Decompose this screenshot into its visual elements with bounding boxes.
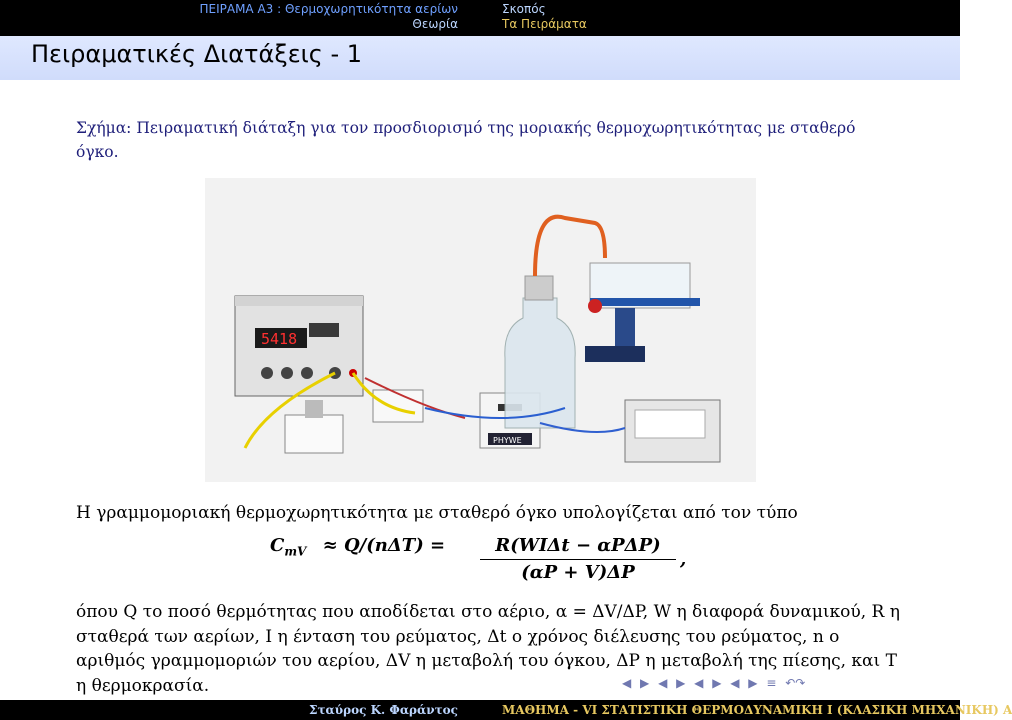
formula-lhs-sub: mV <box>284 544 307 559</box>
formula-fraction <box>480 535 676 583</box>
footer-author <box>0 700 480 720</box>
header-nav-right <box>480 0 960 36</box>
formula-mid: ≈ Q/(nΔT) = <box>322 535 446 556</box>
footer-bar <box>0 700 1012 720</box>
formula-numerator: R(WIΔt − αPΔP) <box>495 535 661 556</box>
device-brand-label: PHYWE <box>493 436 522 445</box>
nav-experiment-title[interactable]: ΠΕΙΡΑΜΑ Α3 : Θερμοχωρητικότητα αερίων <box>199 2 458 16</box>
formula-lhs: C <box>270 535 285 556</box>
footer-course <box>480 700 1012 720</box>
footer-course-text: ΜΑΘΗΜΑ - VI ΣΤΑΤΙΣΤΙΚΗ ΘΕΡΜΟΔΥΝΑΜΙΚΗ Ι (ΚΛΑΣΙΚΗ ΜΗΧΑΝΙΚΗ) Α <box>502 703 1012 717</box>
nav-goal[interactable]: Σκοπός <box>502 2 546 16</box>
header-bar <box>0 0 960 36</box>
intro-text: Η γραμμομοριακή θερμοχωρητικότητα με σταθερό όγκο υπολογίζεται από τον τύπο <box>76 503 798 523</box>
formula-trail: , <box>680 549 687 570</box>
heat-capacity-formula <box>270 535 687 583</box>
header-nav-left <box>0 0 480 36</box>
page-title: Πειραματικές Διατάξεις - 1 <box>31 40 363 68</box>
variable-description: όπου Q το ποσό θερμότητας που αποδίδεται στο αέριο, α = ΔV/ΔP, W η διαφορά δυναμικού, R η σταθερά των αερίων, I η ένταση του ρεύματος, Δt ο χρόνος διέλευσης του ρεύματος, n ο αριθμός γραμμομοριών του αερίου, ΔV η μεταβολή του όγκου, ΔP η μεταβολή της πίεσης, και T η θερμοκρασία. <box>76 602 900 696</box>
apparatus-photo <box>205 178 756 482</box>
beamer-navigation-symbols[interactable]: ◀ ▶ ◀ ▶ ◀ ▶ ◀ ▶ ≡ ↶↷ <box>622 676 806 690</box>
footer-author-text: Σταύρος Κ. Φαράντος <box>309 703 458 717</box>
figure-caption: Σχήμα: Πειραματική διάταξη για τον προσδιορισμό της μοριακής θερμοχωρητικότητας με σταθερό όγκο. <box>76 119 856 161</box>
fraction-bar <box>480 559 676 560</box>
nav-theory[interactable]: Θεωρία <box>412 17 458 31</box>
formula-denominator: (αP + V)ΔP <box>521 562 635 583</box>
display-readout: 5418 <box>261 330 298 348</box>
nav-experiments[interactable]: Τα Πειράματα <box>502 17 587 31</box>
